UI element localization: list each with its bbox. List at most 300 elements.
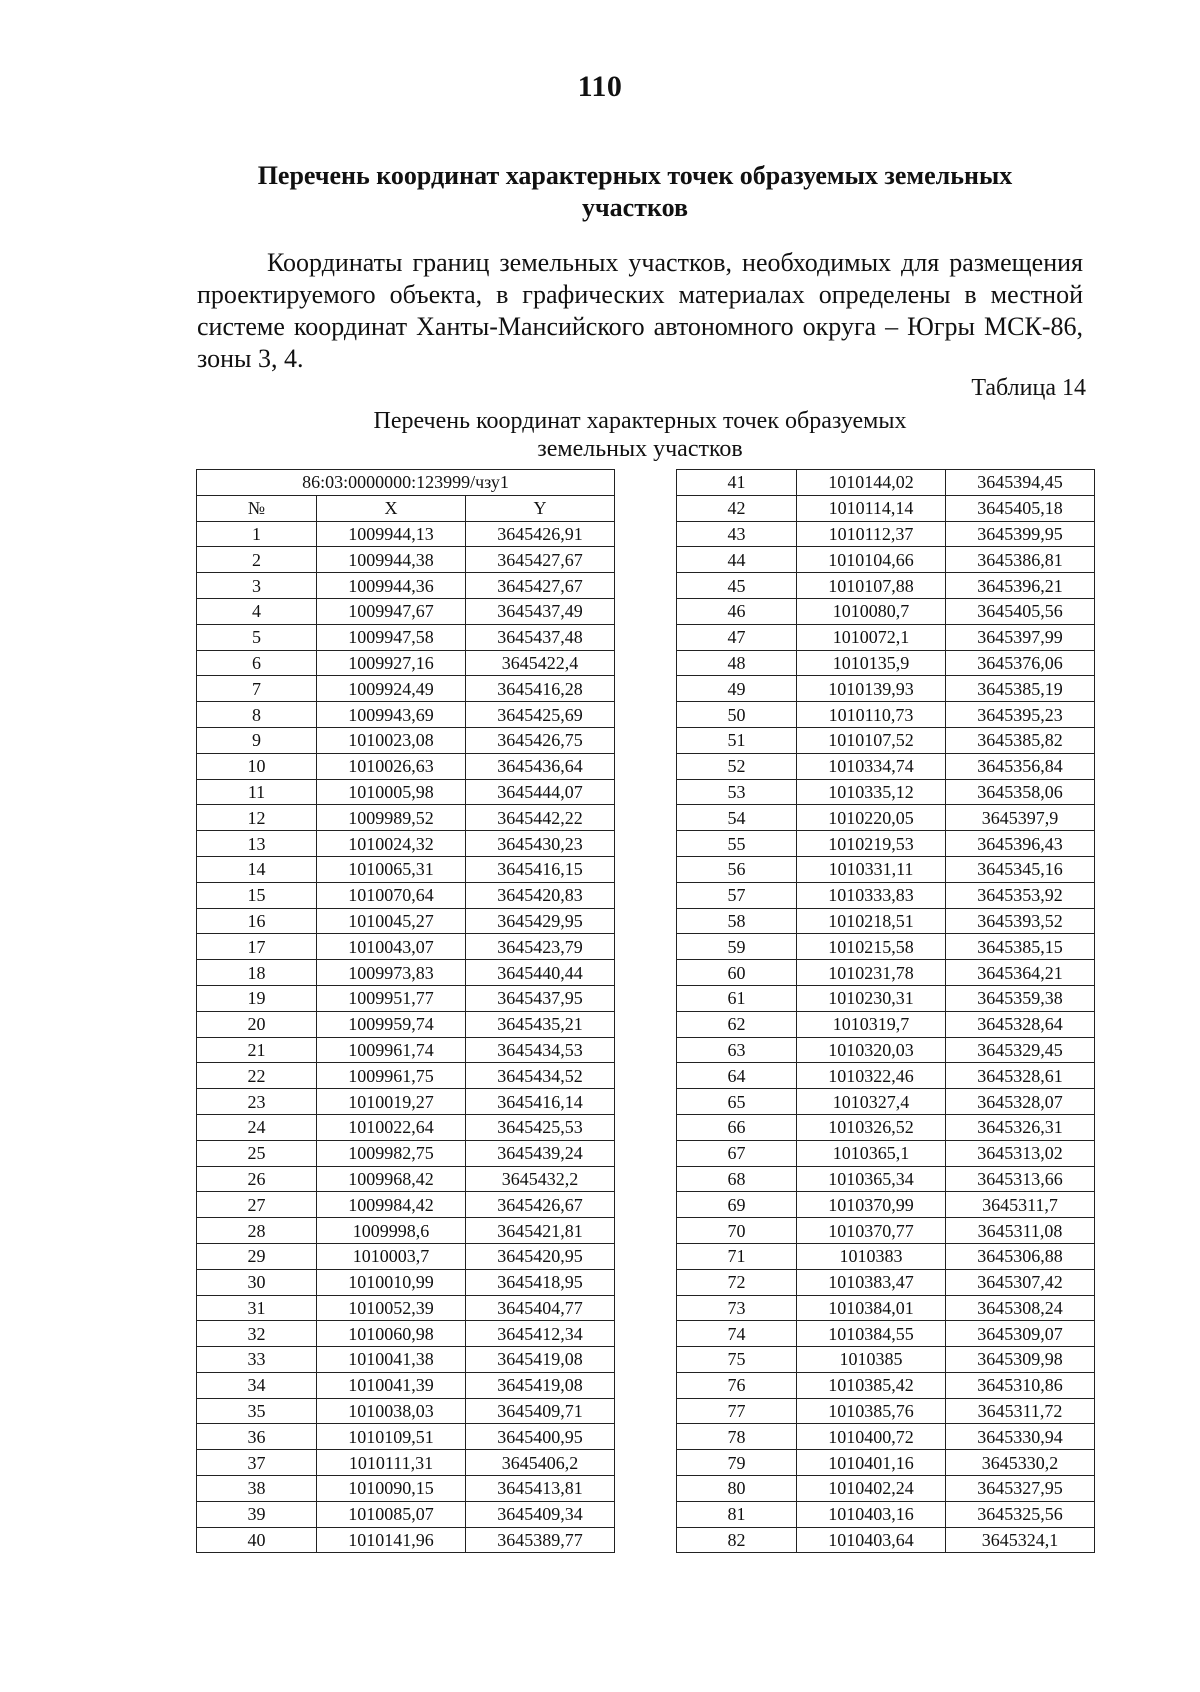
point-number-cell: 5 (197, 624, 317, 650)
x-coordinate-cell: 1009982,75 (317, 1140, 466, 1166)
point-number-cell: 60 (677, 960, 797, 986)
point-number-cell: 35 (197, 1398, 317, 1424)
y-coordinate-cell: 3645426,75 (466, 727, 615, 753)
point-number-cell: 26 (197, 1166, 317, 1192)
y-coordinate-cell: 3645426,91 (466, 521, 615, 547)
y-coordinate-cell: 3645434,52 (466, 1063, 615, 1089)
table-row (677, 831, 1095, 857)
table-row (677, 1501, 1095, 1527)
table-row (197, 805, 615, 831)
table-row (677, 1269, 1095, 1295)
y-coordinate-cell: 3645440,44 (466, 960, 615, 986)
y-coordinate-cell: 3645442,22 (466, 805, 615, 831)
y-coordinate-cell: 3645313,02 (946, 1140, 1095, 1166)
y-coordinate-cell: 3645376,06 (946, 650, 1095, 676)
table-row (197, 1347, 615, 1373)
x-coordinate-cell: 1010135,9 (797, 650, 946, 676)
x-coordinate-cell: 1010038,03 (317, 1398, 466, 1424)
x-coordinate-cell: 1010026,63 (317, 753, 466, 779)
table-row (677, 805, 1095, 831)
table-row (197, 1501, 615, 1527)
x-coordinate-cell: 1010334,74 (797, 753, 946, 779)
point-number-cell: 74 (677, 1321, 797, 1347)
y-coordinate-cell: 3645353,92 (946, 882, 1095, 908)
x-coordinate-cell: 1010110,73 (797, 702, 946, 728)
table-row (197, 1011, 615, 1037)
table-row (197, 1476, 615, 1502)
x-coordinate-cell: 1010111,31 (317, 1450, 466, 1476)
table-row (197, 934, 615, 960)
y-coordinate-cell: 3645425,53 (466, 1114, 615, 1140)
y-coordinate-cell: 3645329,45 (946, 1037, 1095, 1063)
table-row (677, 702, 1095, 728)
x-coordinate-cell: 1009924,49 (317, 676, 466, 702)
x-coordinate-cell: 1010144,02 (797, 470, 946, 496)
y-coordinate-cell: 3645326,31 (946, 1114, 1095, 1140)
x-coordinate-cell: 1010326,52 (797, 1114, 946, 1140)
table-row (677, 1424, 1095, 1450)
point-number-cell: 4 (197, 598, 317, 624)
point-number-cell: 40 (197, 1527, 317, 1553)
y-coordinate-cell: 3645437,48 (466, 624, 615, 650)
point-number-cell: 38 (197, 1476, 317, 1502)
y-coordinate-cell: 3645427,67 (466, 573, 615, 599)
point-number-cell: 17 (197, 934, 317, 960)
point-number-cell: 16 (197, 908, 317, 934)
table-row (197, 1192, 615, 1218)
point-number-cell: 73 (677, 1295, 797, 1321)
table-row (677, 727, 1095, 753)
table-row (197, 1372, 615, 1398)
table-row (197, 1037, 615, 1063)
y-coordinate-cell: 3645308,24 (946, 1295, 1095, 1321)
point-number-cell: 61 (677, 985, 797, 1011)
parcel-id-cell: 86:03:0000000:123999/чзу1 (197, 470, 615, 496)
point-number-cell: 44 (677, 547, 797, 573)
point-number-cell: 2 (197, 547, 317, 573)
table-row (677, 1011, 1095, 1037)
x-coordinate-cell: 1009989,52 (317, 805, 466, 831)
y-coordinate-cell: 3645395,23 (946, 702, 1095, 728)
point-number-cell: 41 (677, 470, 797, 496)
table-row (197, 1089, 615, 1115)
point-number-cell: 6 (197, 650, 317, 676)
x-coordinate-cell: 1010385,76 (797, 1398, 946, 1424)
x-coordinate-cell: 1010383 (797, 1243, 946, 1269)
x-coordinate-cell: 1010327,4 (797, 1089, 946, 1115)
table-row (677, 753, 1095, 779)
table-row (677, 1166, 1095, 1192)
table-row (677, 1450, 1095, 1476)
page-number: 110 (577, 70, 623, 103)
x-coordinate-cell: 1009951,77 (317, 985, 466, 1011)
document-heading (180, 160, 1090, 224)
y-coordinate-cell: 3645409,71 (466, 1398, 615, 1424)
x-coordinate-cell: 1009947,67 (317, 598, 466, 624)
x-coordinate-cell: 1010385,42 (797, 1372, 946, 1398)
table-row (677, 1398, 1095, 1424)
point-number-cell: 50 (677, 702, 797, 728)
x-coordinate-cell: 1009947,58 (317, 624, 466, 650)
x-coordinate-cell: 1009961,74 (317, 1037, 466, 1063)
point-number-cell: 54 (677, 805, 797, 831)
x-coordinate-cell: 1010231,78 (797, 960, 946, 986)
table-row (197, 882, 615, 908)
point-number-cell: 63 (677, 1037, 797, 1063)
x-coordinate-cell: 1010335,12 (797, 779, 946, 805)
table-row (197, 521, 615, 547)
y-coordinate-cell: 3645313,66 (946, 1166, 1095, 1192)
table-row (197, 676, 615, 702)
point-number-cell: 18 (197, 960, 317, 986)
y-coordinate-cell: 3645432,2 (466, 1166, 615, 1192)
x-coordinate-cell: 1010052,39 (317, 1295, 466, 1321)
y-coordinate-cell: 3645328,64 (946, 1011, 1095, 1037)
table-row (197, 1424, 615, 1450)
y-coordinate-cell: 3645359,38 (946, 985, 1095, 1011)
point-number-cell: 65 (677, 1089, 797, 1115)
point-number-cell: 7 (197, 676, 317, 702)
x-coordinate-cell: 1009944,13 (317, 521, 466, 547)
column-header-y: Y (466, 495, 615, 521)
point-number-cell: 9 (197, 727, 317, 753)
x-coordinate-cell: 1009961,75 (317, 1063, 466, 1089)
point-number-cell: 70 (677, 1218, 797, 1244)
x-coordinate-cell: 1010385 (797, 1347, 946, 1373)
y-coordinate-cell: 3645386,81 (946, 547, 1095, 573)
y-coordinate-cell: 3645425,69 (466, 702, 615, 728)
y-coordinate-cell: 3645364,21 (946, 960, 1095, 986)
table-row (197, 831, 615, 857)
point-number-cell: 31 (197, 1295, 317, 1321)
table-row (677, 547, 1095, 573)
y-coordinate-cell: 3645418,95 (466, 1269, 615, 1295)
y-coordinate-cell: 3645385,19 (946, 676, 1095, 702)
x-coordinate-cell: 1010319,7 (797, 1011, 946, 1037)
y-coordinate-cell: 3645436,64 (466, 753, 615, 779)
point-number-cell: 24 (197, 1114, 317, 1140)
point-number-cell: 21 (197, 1037, 317, 1063)
x-coordinate-cell: 1010065,31 (317, 856, 466, 882)
y-coordinate-cell: 3645419,08 (466, 1347, 615, 1373)
y-coordinate-cell: 3645406,2 (466, 1450, 615, 1476)
y-coordinate-cell: 3645309,07 (946, 1321, 1095, 1347)
table-row (677, 856, 1095, 882)
x-coordinate-cell: 1009944,36 (317, 573, 466, 599)
point-number-cell: 39 (197, 1501, 317, 1527)
point-number-cell: 8 (197, 702, 317, 728)
point-number-cell: 13 (197, 831, 317, 857)
table-row (197, 624, 615, 650)
y-coordinate-cell: 3645397,99 (946, 624, 1095, 650)
y-coordinate-cell: 3645405,18 (946, 495, 1095, 521)
table-row (677, 676, 1095, 702)
heading-line-2: участков (581, 193, 688, 222)
y-coordinate-cell: 3645396,21 (946, 573, 1095, 599)
column-header-num: № (197, 495, 317, 521)
x-coordinate-cell: 1010383,47 (797, 1269, 946, 1295)
table-row (677, 779, 1095, 805)
table-row (677, 624, 1095, 650)
x-coordinate-cell: 1010215,58 (797, 934, 946, 960)
x-coordinate-cell: 1009984,42 (317, 1192, 466, 1218)
table-row (197, 727, 615, 753)
y-coordinate-cell: 3645416,14 (466, 1089, 615, 1115)
point-number-cell: 77 (677, 1398, 797, 1424)
point-number-cell: 3 (197, 573, 317, 599)
table-row (677, 598, 1095, 624)
x-coordinate-cell: 1010043,07 (317, 934, 466, 960)
y-coordinate-cell: 3645397,9 (946, 805, 1095, 831)
y-coordinate-cell: 3645330,2 (946, 1450, 1095, 1476)
x-coordinate-cell: 1009959,74 (317, 1011, 466, 1037)
point-number-cell: 1 (197, 521, 317, 547)
x-coordinate-cell: 1010114,14 (797, 495, 946, 521)
y-coordinate-cell: 3645393,52 (946, 908, 1095, 934)
y-coordinate-cell: 3645437,49 (466, 598, 615, 624)
point-number-cell: 47 (677, 624, 797, 650)
table-row (197, 650, 615, 676)
point-number-cell: 37 (197, 1450, 317, 1476)
point-number-cell: 49 (677, 676, 797, 702)
table-row (197, 985, 615, 1011)
point-number-cell: 67 (677, 1140, 797, 1166)
table-row (197, 1527, 615, 1553)
y-coordinate-cell: 3645385,15 (946, 934, 1095, 960)
table-row (197, 1398, 615, 1424)
y-coordinate-cell: 3645389,77 (466, 1527, 615, 1553)
point-number-cell: 23 (197, 1089, 317, 1115)
y-coordinate-cell: 3645311,08 (946, 1218, 1095, 1244)
point-number-cell: 75 (677, 1347, 797, 1373)
y-coordinate-cell: 3645356,84 (946, 753, 1095, 779)
x-coordinate-cell: 1010109,51 (317, 1424, 466, 1450)
x-coordinate-cell: 1010230,31 (797, 985, 946, 1011)
point-number-cell: 29 (197, 1243, 317, 1269)
y-coordinate-cell: 3645427,67 (466, 547, 615, 573)
point-number-cell: 10 (197, 753, 317, 779)
table-row (677, 882, 1095, 908)
point-number-cell: 48 (677, 650, 797, 676)
table-row (677, 1372, 1095, 1398)
point-number-cell: 68 (677, 1166, 797, 1192)
y-coordinate-cell: 3645422,4 (466, 650, 615, 676)
x-coordinate-cell: 1010104,66 (797, 547, 946, 573)
table-row (197, 1295, 615, 1321)
table-row (677, 1476, 1095, 1502)
point-number-cell: 27 (197, 1192, 317, 1218)
y-coordinate-cell: 3645409,34 (466, 1501, 615, 1527)
y-coordinate-cell: 3645327,95 (946, 1476, 1095, 1502)
x-coordinate-cell: 1010112,37 (797, 521, 946, 547)
x-coordinate-cell: 1010384,01 (797, 1295, 946, 1321)
x-coordinate-cell: 1010080,7 (797, 598, 946, 624)
table-row (197, 960, 615, 986)
table-row (197, 1321, 615, 1347)
x-coordinate-cell: 1010331,11 (797, 856, 946, 882)
x-coordinate-cell: 1010365,34 (797, 1166, 946, 1192)
point-number-cell: 53 (677, 779, 797, 805)
table-row (677, 1114, 1095, 1140)
y-coordinate-cell: 3645394,45 (946, 470, 1095, 496)
x-coordinate-cell: 1010370,77 (797, 1218, 946, 1244)
y-coordinate-cell: 3645439,24 (466, 1140, 615, 1166)
x-coordinate-cell: 1010384,55 (797, 1321, 946, 1347)
table-row (677, 1218, 1095, 1244)
point-number-cell: 78 (677, 1424, 797, 1450)
table-row (677, 1347, 1095, 1373)
parcel-id-row (197, 470, 615, 496)
table-row (677, 573, 1095, 599)
table-row (197, 1166, 615, 1192)
point-number-cell: 66 (677, 1114, 797, 1140)
point-number-cell: 69 (677, 1192, 797, 1218)
x-coordinate-cell: 1010005,98 (317, 779, 466, 805)
point-number-cell: 51 (677, 727, 797, 753)
y-coordinate-cell: 3645400,95 (466, 1424, 615, 1450)
table-row (677, 1192, 1095, 1218)
y-coordinate-cell: 3645307,42 (946, 1269, 1095, 1295)
x-coordinate-cell: 1010072,1 (797, 624, 946, 650)
point-number-cell: 79 (677, 1450, 797, 1476)
point-number-cell: 58 (677, 908, 797, 934)
point-number-cell: 33 (197, 1347, 317, 1373)
table-number-label: Таблица 14 (971, 375, 1086, 401)
table-row (197, 1218, 615, 1244)
y-coordinate-cell: 3645423,79 (466, 934, 615, 960)
table-row (677, 1063, 1095, 1089)
table-row (197, 1063, 615, 1089)
y-coordinate-cell: 3645325,56 (946, 1501, 1095, 1527)
point-number-cell: 46 (677, 598, 797, 624)
coordinates-table-left (196, 469, 615, 1553)
y-coordinate-cell: 3645310,86 (946, 1372, 1095, 1398)
table-row (197, 598, 615, 624)
point-number-cell: 19 (197, 985, 317, 1011)
point-number-cell: 30 (197, 1269, 317, 1295)
y-coordinate-cell: 3645311,7 (946, 1192, 1095, 1218)
point-number-cell: 81 (677, 1501, 797, 1527)
x-coordinate-cell: 1010218,51 (797, 908, 946, 934)
y-coordinate-cell: 3645435,21 (466, 1011, 615, 1037)
point-number-cell: 57 (677, 882, 797, 908)
point-number-cell: 42 (677, 495, 797, 521)
x-coordinate-cell: 1009973,83 (317, 960, 466, 986)
x-coordinate-cell: 1010320,03 (797, 1037, 946, 1063)
point-number-cell: 43 (677, 521, 797, 547)
point-number-cell: 56 (677, 856, 797, 882)
x-coordinate-cell: 1010085,07 (317, 1501, 466, 1527)
table-row (677, 1527, 1095, 1553)
x-coordinate-cell: 1010402,24 (797, 1476, 946, 1502)
point-number-cell: 34 (197, 1372, 317, 1398)
table-row (677, 934, 1095, 960)
x-coordinate-cell: 1010090,15 (317, 1476, 466, 1502)
heading-line-1: Перечень координат характерных точек образуемых земельных (257, 161, 1013, 190)
y-coordinate-cell: 3645404,77 (466, 1295, 615, 1321)
x-coordinate-cell: 1010107,88 (797, 573, 946, 599)
y-coordinate-cell: 3645324,1 (946, 1527, 1095, 1553)
table-row (677, 470, 1095, 496)
point-number-cell: 14 (197, 856, 317, 882)
point-number-cell: 82 (677, 1527, 797, 1553)
y-coordinate-cell: 3645328,07 (946, 1089, 1095, 1115)
table-row (677, 1321, 1095, 1347)
table-row (677, 960, 1095, 986)
y-coordinate-cell: 3645413,81 (466, 1476, 615, 1502)
x-coordinate-cell: 1010401,16 (797, 1450, 946, 1476)
point-number-cell: 62 (677, 1011, 797, 1037)
table-row (197, 1140, 615, 1166)
x-coordinate-cell: 1010070,64 (317, 882, 466, 908)
point-number-cell: 15 (197, 882, 317, 908)
point-number-cell: 72 (677, 1269, 797, 1295)
y-coordinate-cell: 3645328,61 (946, 1063, 1095, 1089)
table-row (197, 1114, 615, 1140)
x-coordinate-cell: 1009998,6 (317, 1218, 466, 1244)
x-coordinate-cell: 1010045,27 (317, 908, 466, 934)
table-row (197, 779, 615, 805)
point-number-cell: 22 (197, 1063, 317, 1089)
x-coordinate-cell: 1010141,96 (317, 1527, 466, 1553)
y-coordinate-cell: 3645330,94 (946, 1424, 1095, 1450)
y-coordinate-cell: 3645420,83 (466, 882, 615, 908)
y-coordinate-cell: 3645345,16 (946, 856, 1095, 882)
point-number-cell: 64 (677, 1063, 797, 1089)
table-row (197, 547, 615, 573)
x-coordinate-cell: 1010333,83 (797, 882, 946, 908)
x-coordinate-cell: 1010022,64 (317, 1114, 466, 1140)
point-number-cell: 25 (197, 1140, 317, 1166)
y-coordinate-cell: 3645437,95 (466, 985, 615, 1011)
x-coordinate-cell: 1010400,72 (797, 1424, 946, 1450)
table-row (677, 1295, 1095, 1321)
y-coordinate-cell: 3645306,88 (946, 1243, 1095, 1269)
x-coordinate-cell: 1010370,99 (797, 1192, 946, 1218)
table-row (677, 650, 1095, 676)
y-coordinate-cell: 3645419,08 (466, 1372, 615, 1398)
y-coordinate-cell: 3645430,23 (466, 831, 615, 857)
point-number-cell: 52 (677, 753, 797, 779)
table-caption-line-2: земельных участков (537, 436, 743, 462)
y-coordinate-cell: 3645434,53 (466, 1037, 615, 1063)
point-number-cell: 12 (197, 805, 317, 831)
point-number-cell: 45 (677, 573, 797, 599)
y-coordinate-cell: 3645309,98 (946, 1347, 1095, 1373)
table-row (677, 908, 1095, 934)
table-row (197, 856, 615, 882)
x-coordinate-cell: 1010041,39 (317, 1372, 466, 1398)
x-coordinate-cell: 1010403,16 (797, 1501, 946, 1527)
x-coordinate-cell: 1009927,16 (317, 650, 466, 676)
x-coordinate-cell: 1009944,38 (317, 547, 466, 573)
table-row (677, 1243, 1095, 1269)
table-row (197, 753, 615, 779)
y-coordinate-cell: 3645396,43 (946, 831, 1095, 857)
y-coordinate-cell: 3645416,28 (466, 676, 615, 702)
x-coordinate-cell: 1010107,52 (797, 727, 946, 753)
y-coordinate-cell: 3645429,95 (466, 908, 615, 934)
coordinates-table-right (676, 469, 1095, 1553)
y-coordinate-cell: 3645385,82 (946, 727, 1095, 753)
x-coordinate-cell: 1010219,53 (797, 831, 946, 857)
point-number-cell: 71 (677, 1243, 797, 1269)
point-number-cell: 59 (677, 934, 797, 960)
table-row (677, 1089, 1095, 1115)
table-row (197, 702, 615, 728)
point-number-cell: 36 (197, 1424, 317, 1450)
table-row (197, 1269, 615, 1295)
